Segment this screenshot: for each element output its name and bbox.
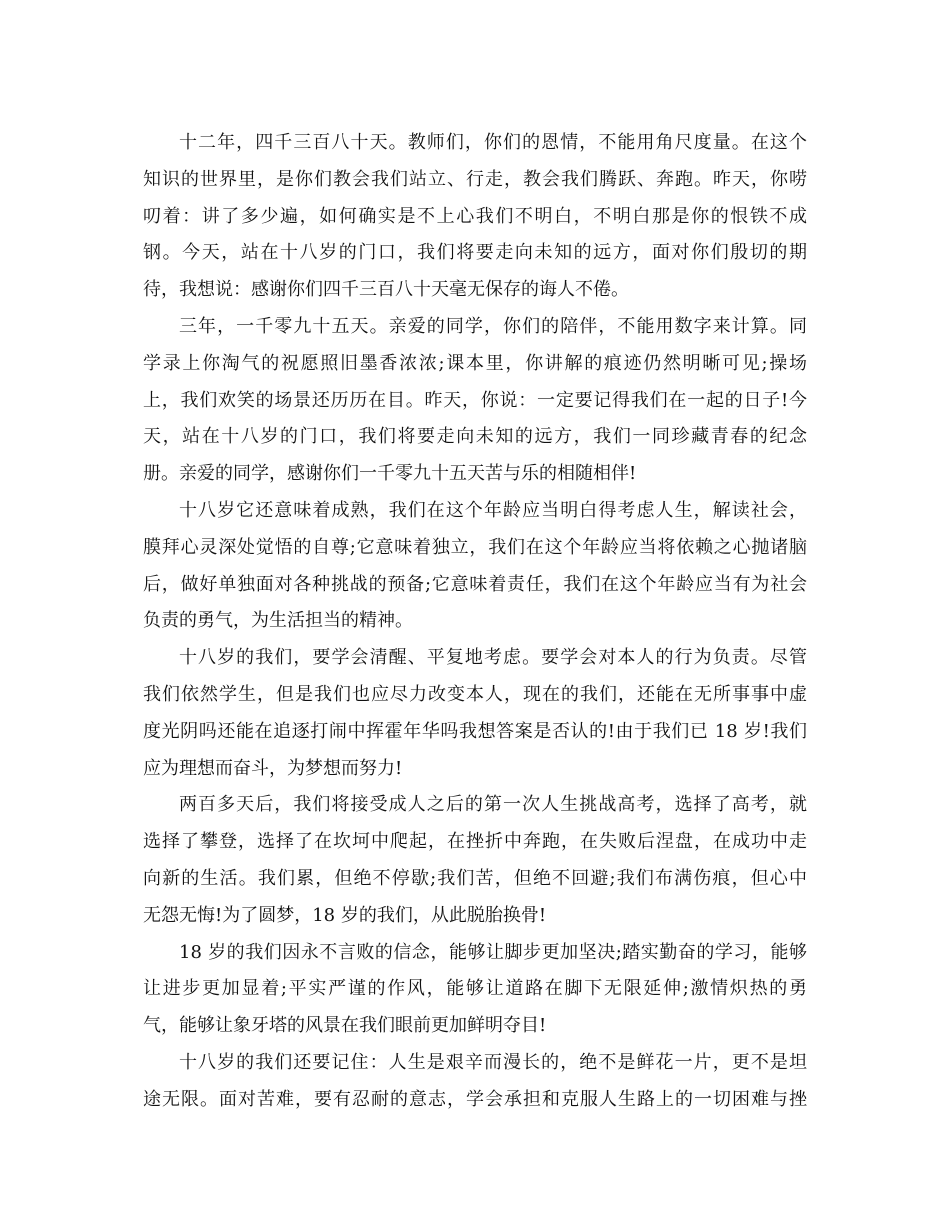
paragraph-7: [143, 1045, 807, 1119]
text-line: 选择了攀登，选择了在坎坷中爬起，在挫折中奔跑，在失败后涅盘，在成功中走: [143, 831, 807, 853]
text-line: 负责的勇气，为生活担当的精神。: [143, 610, 413, 632]
text-line: 知识的世界里，是你们教会我们站立、行走，教会我们腾跃、奔跑。昨天，你唠: [143, 168, 807, 190]
text-line: 待，我想说：感谢你们四千三百八十天毫无保存的诲人不倦。: [143, 279, 629, 301]
text-line: 气，能够让象牙塔的风景在我们眼前更加鲜明夺目!: [143, 1015, 547, 1037]
text-line: 十二年，四千三百八十天。教师们，你们的恩情，不能用角尺度量。在这个: [179, 132, 807, 153]
text-line: 学录上你淘气的祝愿照旧墨香浓浓;课本里，你讲解的痕迹仍然明晰可见;操场: [143, 352, 807, 374]
text-line: 途无限。面对苦难，要有忍耐的意志，学会承担和克服人生路上的一切困难与挫: [143, 1088, 807, 1110]
text-line: 无怨无悔!为了圆梦，18 岁的我们，从此脱胎换骨!: [143, 904, 547, 926]
text-line: 册。亲爱的同学，感谢你们一千零九十五天苦与乐的相随相伴!: [143, 463, 637, 485]
text-line: 应为理想而奋斗，为梦想而努力!: [143, 757, 403, 779]
paragraph-2: [143, 309, 807, 493]
text-line: 18 岁的我们因永不言败的信念，能够让脚步更加坚决;踏实勤奋的学习，能够: [179, 941, 807, 963]
text-line: 叨着：讲了多少遍，如何确实是不上心我们不明白，不明白那是你的恨铁不成: [143, 205, 807, 227]
text-line: 三年，一千零九十五天。亲爱的同学，你们的陪伴，不能用数字来计算。同: [179, 315, 807, 337]
text-line: 十八岁它还意味着成熟，我们在这个年龄应当明白得考虑人生，解读社会，: [179, 499, 807, 521]
text-line: 向新的生活。我们累，但绝不停歇;我们苦，但绝不回避;我们布满伤痕，但心中: [143, 867, 807, 889]
text-line: 度光阴吗还能在追逐打闹中挥霍年华吗我想答案是否认的!由于我们已 18 岁!我们: [143, 720, 807, 742]
text-line: 两百多天后，我们将接受成人之后的第一次人生挑战高考，选择了高考，就: [179, 794, 807, 816]
paragraph-5: [143, 787, 807, 934]
text-line: 让进步更加显着;平实严谨的作风，能够让道路在脚下无限延伸;激情炽热的勇: [143, 978, 807, 1000]
paragraph-6: [143, 935, 807, 1045]
text-line: 我们依然学生，但是我们也应尽力改变本人，现在的我们，还能在无所事事中虚: [143, 683, 807, 705]
text-line: 上，我们欢笑的场景还历历在目。昨天，你说：一定要记得我们在一起的日子!今: [143, 389, 807, 411]
paragraph-1: [143, 125, 807, 309]
text-line: 十八岁的我们还要记住：人生是艰辛而漫长的，绝不是鲜花一片，更不是坦: [179, 1051, 807, 1073]
text-line: 十八岁的我们，要学会清醒、平复地考虑。要学会对本人的行为负责。尽管: [179, 647, 807, 669]
text-line: 后，做好单独面对各种挑战的预备;它意味着责任，我们在这个年龄应当有为社会: [143, 573, 807, 595]
text-line: 钢。今天，站在十八岁的门口，我们将要走向未知的远方，面对你们殷切的期: [143, 242, 807, 264]
text-line: 天，站在十八岁的门口，我们将要走向未知的远方，我们一同珍藏青春的纪念: [143, 426, 807, 448]
paragraph-4: [143, 640, 807, 787]
paragraph-3: [143, 493, 807, 640]
document-body: [143, 125, 807, 1119]
text-line: 膜拜心灵深处觉悟的自尊;它意味着独立，我们在这个年龄应当将依赖之心抛诸脑: [143, 536, 807, 558]
